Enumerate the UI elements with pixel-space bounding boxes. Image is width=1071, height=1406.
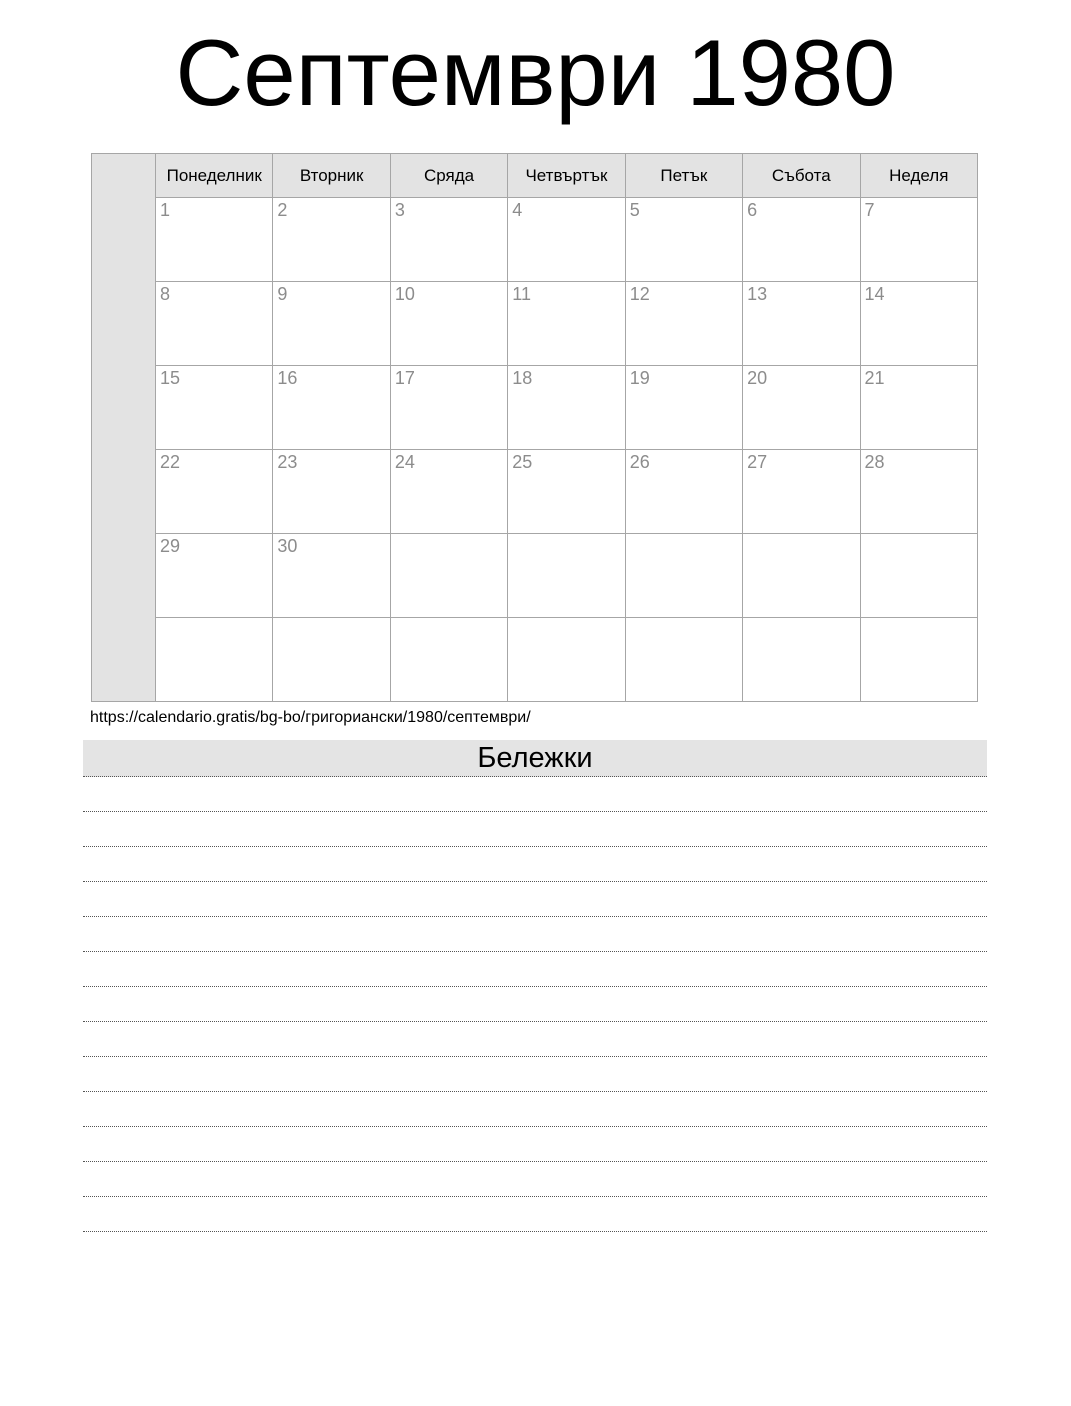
day-cell-23: 23 [273,450,390,534]
week-row-5 [92,534,978,618]
day-cell-8: 8 [156,282,273,366]
day-cell-29: 29 [156,534,273,618]
day-cell-27: 27 [743,450,860,534]
day-cell-15: 15 [156,366,273,450]
week-row-4 [92,450,978,534]
calendar-table [91,153,978,702]
note-line-2 [83,812,987,847]
day-header-2: Вторник [273,154,390,198]
day-cell-empty [390,534,507,618]
note-line-7 [83,987,987,1022]
note-line-12 [83,1162,987,1197]
day-cell-empty [743,534,860,618]
day-header-1: Понеделник [156,154,273,198]
day-cell-empty [860,534,977,618]
note-line-5 [83,917,987,952]
source-url: https://calendario.gratis/bg-bo/григориански/1980/септември/ [90,709,531,727]
day-cell-2: 2 [273,198,390,282]
note-line-1 [83,777,987,812]
day-cell-empty [508,534,625,618]
day-cell-14: 14 [860,282,977,366]
day-cell-3: 3 [390,198,507,282]
note-line-11 [83,1127,987,1162]
day-cell-empty [390,618,507,702]
day-cell-7: 7 [860,198,977,282]
day-cell-19: 19 [625,366,742,450]
note-line-4 [83,882,987,917]
day-cell-21: 21 [860,366,977,450]
day-header-3: Сряда [390,154,507,198]
day-cell-empty [156,618,273,702]
note-line-13 [83,1197,987,1232]
notes-lines [83,777,987,1232]
calendar-left-gutter [92,154,156,702]
day-header-7: Неделя [860,154,977,198]
week-row-1 [92,198,978,282]
day-header-6: Събота [743,154,860,198]
day-cell-empty [508,618,625,702]
page-title: Септември 1980 [175,20,896,125]
day-cell-16: 16 [273,366,390,450]
day-cell-empty [273,618,390,702]
day-cell-10: 10 [390,282,507,366]
day-header-4: Четвъртък [508,154,625,198]
day-cell-17: 17 [390,366,507,450]
day-cell-1: 1 [156,198,273,282]
note-line-8 [83,1022,987,1057]
day-cell-6: 6 [743,198,860,282]
notes-header: Бележки [83,740,987,777]
note-line-9 [83,1057,987,1092]
day-cell-empty [743,618,860,702]
day-cell-22: 22 [156,450,273,534]
note-line-6 [83,952,987,987]
day-cell-empty [860,618,977,702]
day-cell-5: 5 [625,198,742,282]
day-cell-empty [625,618,742,702]
day-cell-11: 11 [508,282,625,366]
day-cell-20: 20 [743,366,860,450]
day-cell-28: 28 [860,450,977,534]
note-line-10 [83,1092,987,1127]
day-cell-18: 18 [508,366,625,450]
day-cell-30: 30 [273,534,390,618]
week-row-6 [92,618,978,702]
week-row-3 [92,366,978,450]
day-cell-13: 13 [743,282,860,366]
week-row-2 [92,282,978,366]
day-header-5: Петък [625,154,742,198]
day-cell-24: 24 [390,450,507,534]
day-cell-4: 4 [508,198,625,282]
day-cell-9: 9 [273,282,390,366]
notes-section [83,740,987,1232]
note-line-3 [83,847,987,882]
day-cell-25: 25 [508,450,625,534]
calendar-page [0,20,1071,1406]
calendar-header-row [92,154,978,198]
day-cell-12: 12 [625,282,742,366]
day-cell-empty [625,534,742,618]
day-cell-26: 26 [625,450,742,534]
